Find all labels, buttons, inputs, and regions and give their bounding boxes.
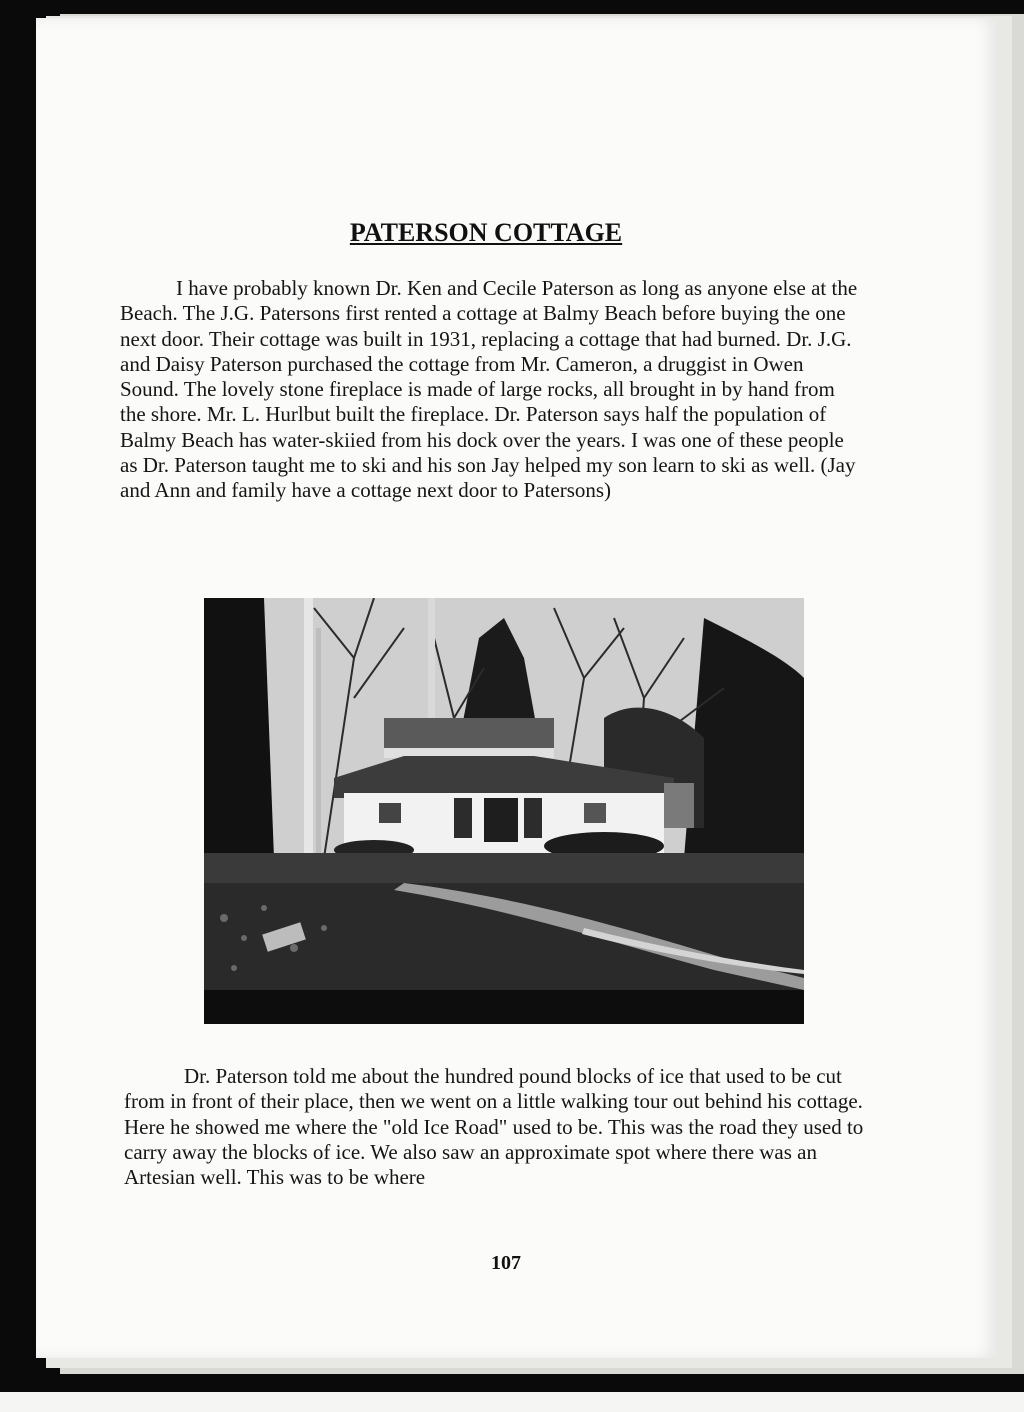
cottage-photo-drawing xyxy=(204,598,804,1024)
bottom-paper-strip xyxy=(0,1392,1024,1412)
paragraph-intro: I have probably known Dr. Ken and Cecile Paterson as long as anyone else at the Beach. The J.G. Patersons first rented a cottage at Balmy Beach before buying the one next door. Their cottage was built in 1931, replacing a cottage that had burned. Dr. J.G. and Daisy Paterson purchased the cottage from Mr. Cameron, a druggist in Owen Sound. The lovely stone fireplace is made of large rocks, all brought in by hand from the shore. Mr. L. Hurlbut built the fireplace. Dr. Paterson says half the population of Balmy Beach has water-skiied from his dock over the years. I was one of these people as Dr. Paterson taught me to ski and his son Jay helped my son learn to ski as well. (Jay and Ann and family have a cottage next door to Patersons) xyxy=(120,276,858,503)
page-number: 107 xyxy=(491,1252,521,1274)
document-page xyxy=(36,18,996,1358)
paragraph-ice-road: Dr. Paterson told me about the hundred pound blocks of ice that used to be cut from in front of their place, then we went on a little walking tour out behind his cottage. Here he showed me where the "old Ice Road" used to be. This was the road they used to carry away the blocks of ice. We also saw an approximate spot where there was an Artesian well. This was to be where xyxy=(124,1064,864,1190)
cottage-photo xyxy=(204,598,804,1024)
page-title: PATERSON COTTAGE xyxy=(349,218,623,247)
